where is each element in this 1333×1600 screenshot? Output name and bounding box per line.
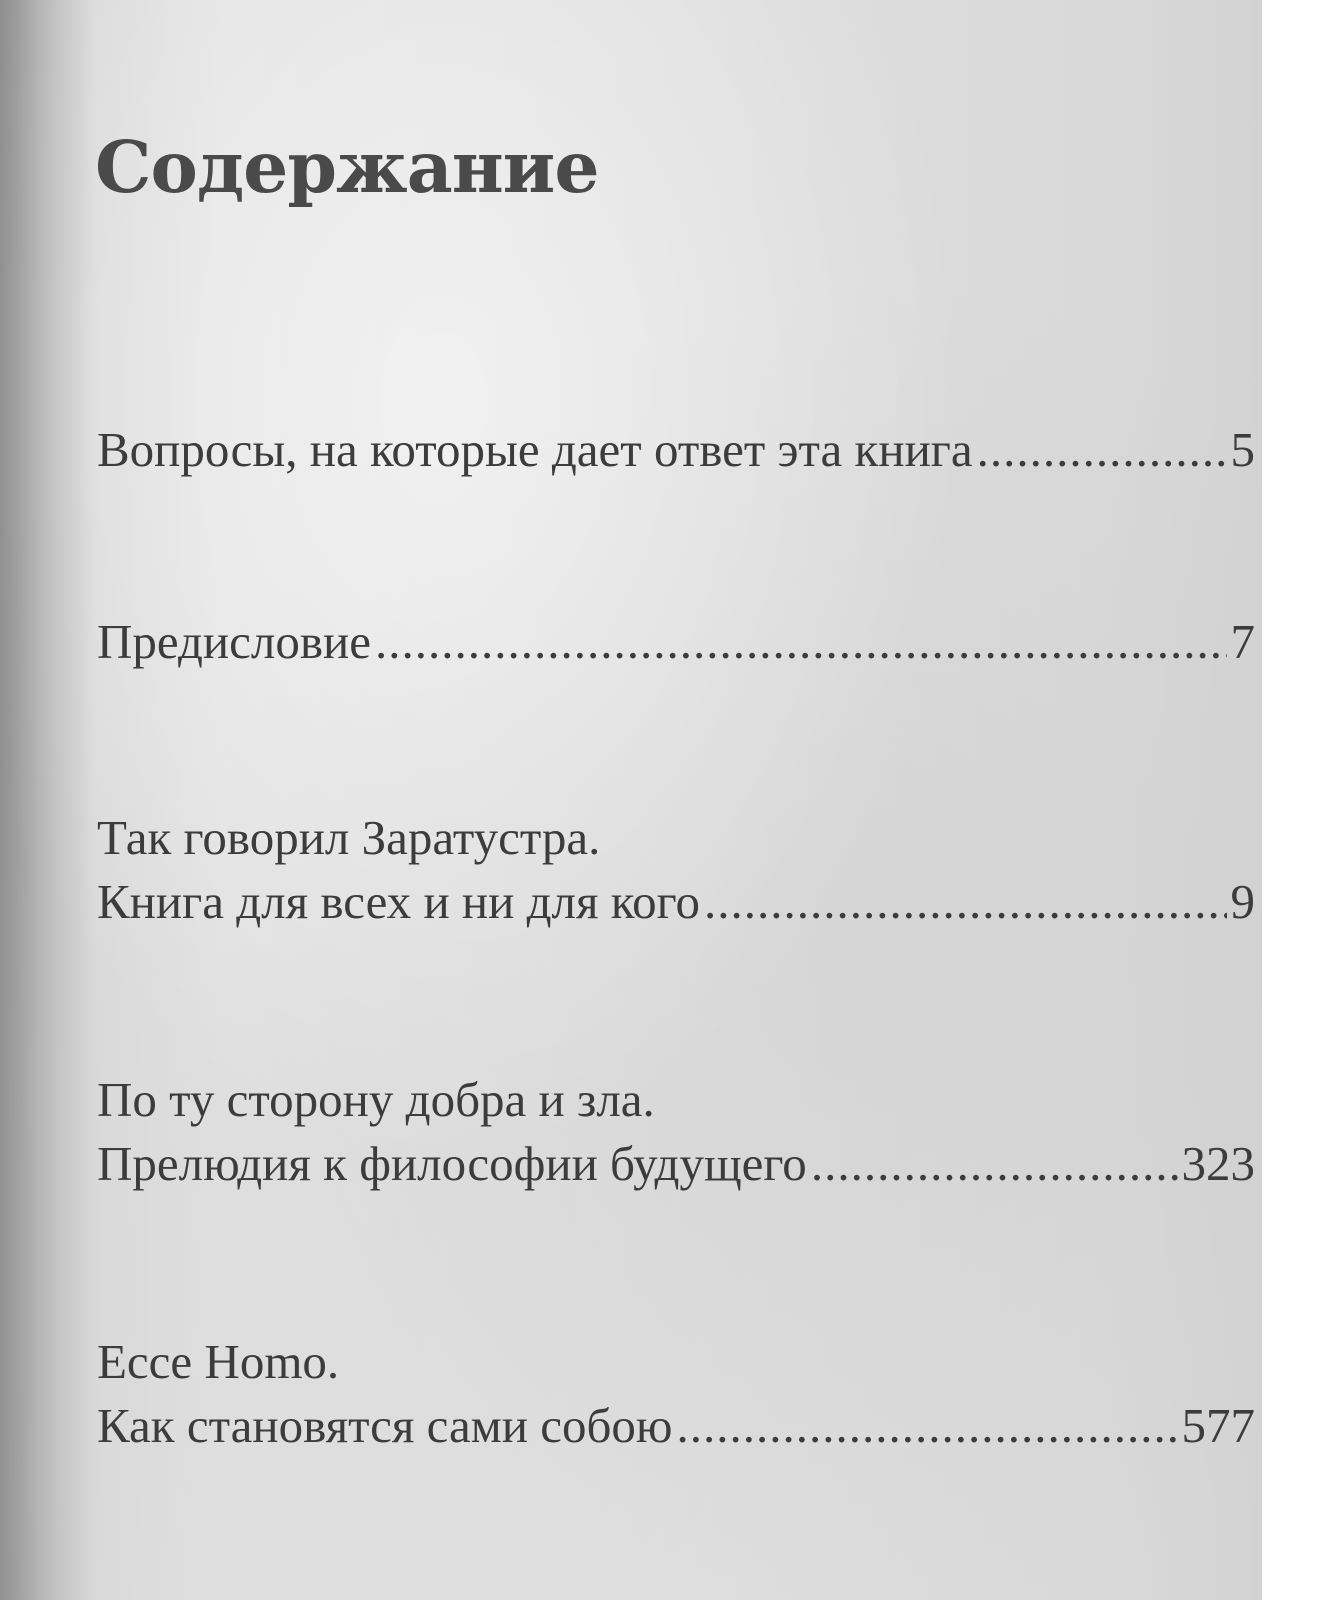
page-title: Содержание [95, 125, 599, 209]
toc-entry-heading: Ecce Homo. [97, 1334, 340, 1389]
toc-entry-line [97, 1394, 1255, 1458]
dot-leader [375, 610, 1227, 674]
toc-entry-title: Книга для всех и ни для кого [97, 874, 700, 929]
toc-entry-line [97, 870, 1255, 934]
toc-entry-line [97, 610, 1255, 674]
toc-entry-line [97, 418, 1255, 482]
scan-margin [1262, 0, 1333, 1600]
dot-leader [811, 1132, 1178, 1196]
spine-shadow [0, 0, 95, 1600]
toc-entry [97, 1330, 1255, 1458]
toc-page-number: 9 [1230, 874, 1255, 929]
toc-entry [97, 418, 1255, 482]
toc-entry [97, 806, 1255, 934]
toc-entry-heading: По ту сторону добра и зла. [97, 1072, 655, 1127]
toc-entry-title: Вопросы, на которые дает ответ эта книга [97, 422, 973, 477]
toc-page-number: 7 [1230, 614, 1255, 669]
dot-leader [677, 1394, 1178, 1458]
toc-page-number: 577 [1181, 1398, 1255, 1453]
toc-entry-heading: Так говорил Заратустра. [97, 810, 601, 865]
toc-entry-title: Как становятся сами собою [97, 1398, 673, 1453]
toc-entry-title: Предисловие [97, 614, 371, 669]
toc-entry-title: Прелюдия к философии будущего [97, 1136, 807, 1191]
toc-entry-line [97, 1132, 1255, 1196]
toc-page-number: 5 [1230, 422, 1255, 477]
dot-leader [704, 870, 1227, 934]
toc-page-number: 323 [1181, 1136, 1255, 1191]
dot-leader [977, 418, 1227, 482]
toc-entry [97, 610, 1255, 674]
toc-entry [97, 1068, 1255, 1196]
